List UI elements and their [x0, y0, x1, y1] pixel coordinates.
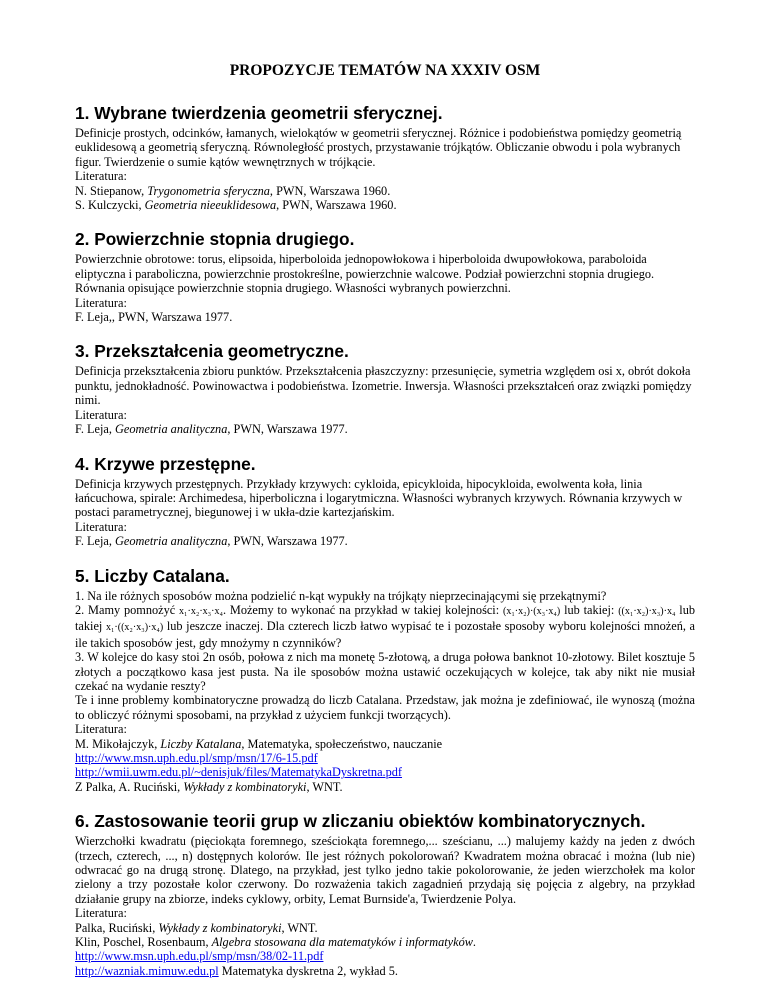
- ref-author: S. Kulczycki,: [75, 198, 145, 213]
- ref-title: Geometria analityczna: [115, 534, 228, 549]
- ref-publisher: , Matematyka, społeczeństwo, nauczanie: [241, 736, 443, 751]
- ref-author: M. Mikołajczyk,: [75, 736, 161, 751]
- ref-publisher: , PWN, Warszawa 1960.: [276, 198, 397, 213]
- literature-label: Literatura:: [75, 722, 127, 737]
- ref-title: Wykłady z kombinatoryki: [183, 779, 307, 794]
- section-heading: 4. Krzywe przestępne.: [75, 453, 256, 474]
- section-heading: 6. Zastosowanie teorii grup w zliczaniu obiektów kombinatorycznych.: [75, 811, 646, 832]
- section-heading: 2. Powierzchnie stopnia drugiego.: [75, 229, 355, 250]
- ref-author: N. Stiepanow,: [75, 183, 148, 198]
- reference: [75, 534, 695, 548]
- text-fragment: lub takiej:: [560, 602, 619, 617]
- reference: [75, 198, 695, 212]
- text-fragment: . Możemy to wykonać na przykład w takiej kolejności:: [222, 602, 503, 617]
- reference-link[interactable]: http://www.msn.uph.edu.pl/smp/msn/17/6-15.pdf: [75, 751, 318, 765]
- section-body: Powierzchnie obrotowe: torus, elipsoida, hiperboloida jednopowłokowa i hiperboloida dwupowłokowa, paraboloida eliptyczna i paraboliczna, powierzchnie prostokreślne, powierzchnie walcowe. Podział powierzchni stopnia drugiego. Równania opisujące powierzchnie stopnia drugiego. Własności wybranych powierzchni.: [75, 252, 655, 296]
- section-3: [75, 341, 695, 436]
- question-2: [75, 603, 695, 650]
- ref-author: Palka, Ruciński,: [75, 920, 159, 935]
- section-heading: 5. Liczby Catalana.: [75, 565, 230, 586]
- literature-label: Literatura:: [75, 169, 127, 184]
- ref-title: Geometria analityczna: [115, 422, 228, 437]
- reference-link[interactable]: http://wmii.uwm.edu.pl/~denisjuk/files/MatematykaDyskretna.pdf: [75, 765, 403, 780]
- section-6: [75, 811, 695, 978]
- literature-label: Literatura:: [75, 519, 127, 534]
- math-expression: x₁·((x₂·x₃)·x₄): [105, 622, 164, 634]
- ref-publisher: , PWN, Warszawa 1977.: [227, 422, 348, 437]
- reference: [75, 921, 695, 935]
- section-4: [75, 454, 695, 549]
- section-1: [75, 103, 695, 212]
- reference: [75, 949, 695, 963]
- text-fragment: 2. Mamy pomnożyć: [75, 602, 180, 617]
- question-1: 1. Na ile różnych sposobów można podzielić n-kąt wypukły na trójkąty nieprzecinającymi się przekątnymi?: [75, 588, 607, 603]
- ref-publisher: , WNT.: [281, 920, 318, 935]
- ref-author: F. Leja,: [75, 422, 115, 437]
- question-3: 3. W kolejce do kasy stoi 2n osób, połowa z nich ma monetę 5-złotową, a druga połowa banknot 10-złotowy. Bilet kosztuje 5 złotych a początkowo kasa jest pusta. Na ile sposobów można ustawić oczekujących w kolejce, tak aby nikt nie musiał czekać na wydanie reszty?: [75, 650, 695, 693]
- ref-publisher: , PWN, Warszawa 1960.: [269, 183, 391, 198]
- literature-label: Literatura:: [75, 407, 127, 422]
- reference: [75, 765, 695, 779]
- document-page: [75, 62, 695, 995]
- section-5: [75, 566, 695, 795]
- reference: [75, 184, 695, 198]
- reference-link[interactable]: http://wazniak.mimuw.edu.pl: [75, 963, 219, 978]
- ref-title: Trygonometria sferyczna: [147, 183, 270, 198]
- math-expression: x₁·x₂·x₃·x₄: [179, 605, 223, 617]
- reference: [75, 935, 695, 949]
- ref-author: F. Leja,: [75, 534, 115, 549]
- ref-title: Algebra stosowana dla matematyków i informatyków: [211, 935, 473, 950]
- reference: [75, 780, 695, 794]
- ref-title: Liczby Katalana: [160, 736, 242, 751]
- ref-publisher: , WNT.: [306, 779, 343, 794]
- text-fragment: lub takiej: [75, 602, 695, 634]
- section-body: Te i inne problemy kombinatoryczne prowadzą do liczb Catalana. Przedstaw, jak można je zdefiniować, ile wynoszą (można to obliczyć różnymi sposobami, na przykład z użyciem funkcji tworzących).: [75, 693, 695, 722]
- section-body: Definicje prostych, odcinków, łamanych, wielokątów w geometrii sferycznej. Różnice i podobieństwa pomiędzy geometrią euklidesową a geometrią sferyczną. Równoległość prostych, przystawanie trójkątów. Obliczanie obwodu i pola wybranych figur. Twierdzenie o sumie kątów wewnętrznych w trójkącie.: [75, 126, 682, 169]
- section-body: Definicja przekształcenia zbioru punktów. Przekształcenia płaszczyzny: przesunięcie, symetria względem osi x, obrót dokoła punktu, jednokładność. Powinowactwa i podobieństwa. Izometrie. Inwersja. Własności przekształceń oraz związki pomiędzy nimi.: [75, 364, 692, 408]
- reference: [75, 422, 695, 436]
- ref-publisher: .: [472, 935, 476, 950]
- ref-title: Wykłady z kombinatoryki: [158, 920, 282, 935]
- literature-label: Literatura:: [75, 295, 127, 310]
- section-heading: 1. Wybrane twierdzenia geometrii sferycznej.: [75, 103, 443, 123]
- ref-title: Geometria nieeuklidesowa: [144, 198, 277, 213]
- text-fragment: lub jeszcze inaczej. Dla czterech liczb łatwo wypisać te i pozostałe sposoby wyboru kolejności mnożeń, a ile takich sposobów jest, gdy mnożymy n czynników?: [75, 619, 695, 650]
- ref-note: Matematyka dyskretna 2, wykład 5.: [218, 963, 398, 978]
- section-2: [75, 229, 695, 324]
- reference: [75, 964, 695, 978]
- ref-publisher: , PWN, Warszawa 1977.: [227, 534, 348, 549]
- reference: [75, 737, 695, 751]
- reference: [75, 751, 695, 765]
- section-body: Definicja krzywych przestępnych. Przykłady krzywych: cykloida, epicykloida, hipocykloida, ewolwenta koła, linia łańcuchowa, spirale: Archimedesa, hiperboliczna i logarytmiczna. Własności wybranych krzywych. Równania krzywych w postaci parametrycznej, biegunowej i w ukła-dzie kartezjańskim.: [75, 476, 683, 520]
- math-expression: (x₁·x₂)·(x₃·x₄): [502, 605, 561, 617]
- reference-link[interactable]: http://www.msn.uph.edu.pl/smp/msn/38/02-11.pdf: [75, 949, 324, 964]
- section-heading: 3. Przekształcenia geometryczne.: [75, 341, 349, 362]
- reference: F. Leja,, PWN, Warszawa 1977.: [75, 310, 233, 325]
- ref-author: Klin, Poschel, Rosenbaum,: [75, 935, 212, 950]
- document-title: PROPOZYCJE TEMATÓW NA XXXIV OSM: [229, 62, 541, 79]
- literature-label: Literatura:: [75, 906, 127, 921]
- section-body: Wierzchołki kwadratu (pięciokąta foremnego, sześciokąta foremnego,... sześcianu, ...) malujemy każdy na jeden z dwóch (trzech, czterech, ..., n) dostępnych kolorów. Ile jest różnych pokolorowań? Kwadratem można obracać i można (lub nie) odwracać go na drugą stronę. Dlatego, na przykład, jest tylko jedno takie pokolorowanie, że jeden wierzchołek ma kolor zielony a trzy pozostałe kolor czerwony. Do rozważenia takich zagadnień przydają się pojęcia z algebry, na przykład działanie grupy na zbiorze, indeks cyklowy, orbity, Lemat Burnside'a, Twierdzenie Polya.: [75, 834, 695, 906]
- math-expression: ((x₁·x₂)·x₃)·x₄: [618, 605, 676, 617]
- ref-author: Z Palka, A. Ruciński,: [75, 779, 184, 794]
